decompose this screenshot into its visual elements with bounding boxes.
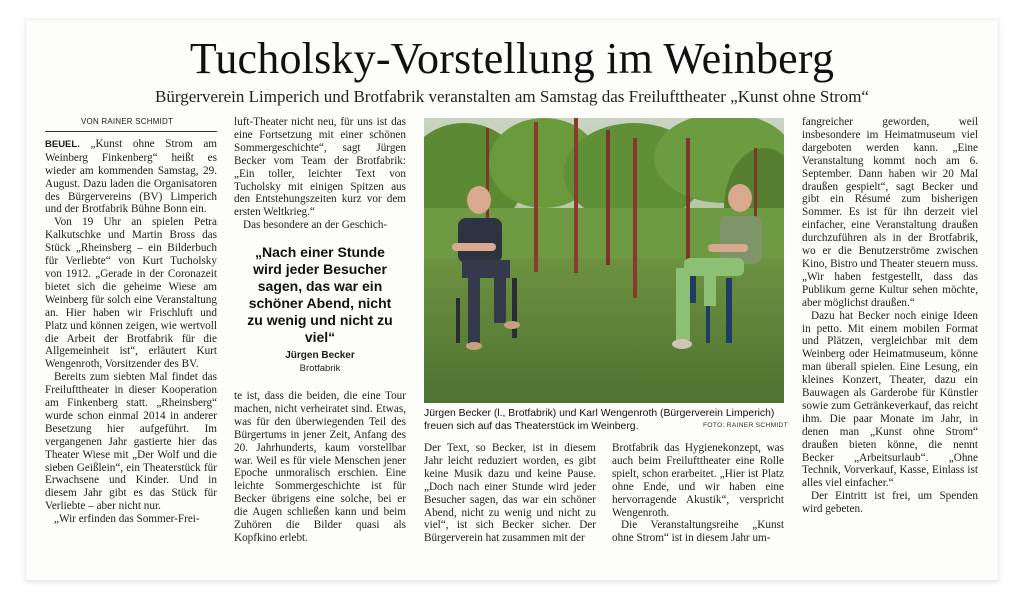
byline-text: VON RAINER SCHMIDT <box>81 117 174 126</box>
paragraph: „Wir erfinden das Sommer-Frei- <box>54 513 200 526</box>
paragraph-text: „Kunst ohne Strom am Weinberg Finkenberg“ heißt es wieder am kommenden Samstag, 29. August. Dazu laden die Organisatoren des Bürgervereins (BV) Limperich und der Brotfabrik Bühne Bonn ein. <box>45 137 217 216</box>
photo-caption: Jürgen Becker (l., Brotfabrik) und Karl Wengenroth (Bürgerverein Limperich) freuen sich auf das Theaterstück im Weinberg. <box>424 408 775 432</box>
pull-quote-author: Jürgen Becker <box>285 350 355 362</box>
paragraph: luft-Theater nicht neu, für uns ist das eine Fortsetzung mit einer schönen Sommergeschichte“, sagt Jürgen Becker vom Team der Brotfabrik: „Ein toller, leichter Text von Tucholsky mit einigen Spitzen aus den Entstehungszeiten kurz vor dem ersten Weltkrieg.“ <box>234 116 406 219</box>
newspaper-clipping <box>26 20 998 580</box>
byline <box>45 116 217 132</box>
paragraph: Von 19 Uhr an spielen Petra Kalkutschke und Martin Bross das Stück „Rheinsberg – ein Bilderbuch für Verliebte“ von Kurt Tucholsky von 1912. „Gerade in der Coronazeit bietet sich die geheime Wiese am Weinberg für solch eine Veranstaltung an. Hier haben wir Frischluft und Platz und können zeigen, wie wertvoll die Arbeit der Brotfabrik für die Allgemeinheit ist“, erläutert Kurt Wengenroth, Vorsitzender des BV. <box>45 216 217 371</box>
paragraph: Die Veranstaltungsreihe „Kunst ohne Strom“ ist in diesem Jahr um- <box>612 519 784 545</box>
paragraph: Bereits zum siebten Mal findet das Freilufttheater in dieser Kooperation am Finkenberg statt. „Rheinsberg“ wurde schon einmal 2014 in anderer Besetzung hier aufgeführt. Im vergangenen Jahr gastierte hier das Theater Wiese mit „Der Wolf und die sieben Geißlein“, ein Theaterstück für Erwachsene und Kinder. Und in diesem Jahr gibt es das Stück für Verliebte – aber nicht nur. <box>45 371 217 513</box>
paragraph: te ist, dass die beiden, die eine Tour machen, nicht verheiratet sind. Etwas, was für den überwiegenden Teil des Bürgertums in jener Zeit, Anfang des 20. Jahrhunderts, kaum vorstellbar war. Weil es für viele Menschen jener Epoche unmoralisch erschien. Eine leichte Sommergeschichte ist für Becker übrigens eine solche, bei er die Augen schließen kann und beim Zuhören die Bilder quasi als Kopfkino erlebt. <box>234 389 406 544</box>
paragraph: Der Text, so Becker, ist in diesem Jahr leicht reduziert worden, es gibt keine Musik dazu und keine Pause. „Doch nach einer Stunde wird jeder Besucher sagen, das war ein schöner Abend, nicht zu wenig und nicht zu viel“, ist sich Becker sicher. Der Bürgerverein hat zusammen mit der <box>424 442 596 545</box>
pull-quote-text: „Nach einer Stunde wird jeder Besucher sagen, das war ein schöner Abend, nicht zu wenig und nicht zu viel“ <box>247 244 393 346</box>
pull-quote <box>240 244 400 376</box>
paragraph: fangreicher geworden, weil insbesondere im Heimatmuseum viel dargeboten werden kann. „Eine Veranstaltung kommt noch am 6. September. Dann haben wir 20 Mal draußen gespielt“, sagt Becker und gibt ein Résumé zum bisherigen Sommer. Es ist für ihn derzeit viel einfacher, eine Veranstaltung draußen durchzuführen als in der Brotfabrik, wo er die Benutzerströme zwischen Kino, Bistro und Theater steuern muss. „Wir haben festgestellt, dass das Publikum gerne Kultur sehen möchte, aber möglichst draußen.“ <box>802 116 978 309</box>
column-4 <box>612 442 784 572</box>
column-5 <box>802 116 978 572</box>
dateline: BEUEL. <box>45 138 80 150</box>
paragraph <box>45 138 217 216</box>
article-headline: Tucholsky-Vorstellung im Weinberg <box>189 34 835 83</box>
column-3 <box>424 442 596 572</box>
photo-credit: FOTO: RAINER SCHMIDT <box>702 422 788 429</box>
column-2 <box>234 116 406 572</box>
column-1 <box>45 116 217 572</box>
paragraph: Dazu hat Becker noch einige Ideen in petto. Mit einem mobilen Format und Plätzen, vergleichbar mit dem Weinberg oder Heimatmuseum, könne man überall spielen. Eine Lesung, ein kleines Konzert, Theater, dazu ein Bauwagen als Garderobe für Künstler sowie zum Getränkeverkauf, das reicht ihm. Die paar Monate im Jahr, in denen man „Kunst ohne Strom“ draußen bieten könne, die nennt Becker „Arbeitsurlaub“. „Ohne Technik, Vorverkauf, Kasse, Einlass ist alles viel einfacher.“ <box>802 309 978 490</box>
paragraph: Das besondere an der Geschich- <box>243 219 388 232</box>
pull-quote-role: Brotfabrik <box>299 363 341 375</box>
vineyard-photo-illustration <box>424 118 784 403</box>
paragraph: Der Eintritt ist frei, um Spenden wird gebeten. <box>802 490 978 516</box>
article-subheadline: Bürgerverein Limperich und Brotfabrik veranstalten am Samstag das Freilufttheater „Kunst ohne Strom“ <box>155 87 869 106</box>
paragraph: Brotfabrik das Hygienekonzept, was auch beim Freilufttheater eine Rolle spielt, schon erarbeitet. „Hier ist Platz ohne Ende, und wir haben eine hervorragende Akustik“, verspricht Wengenroth. <box>612 442 784 519</box>
article-photo <box>424 118 784 403</box>
